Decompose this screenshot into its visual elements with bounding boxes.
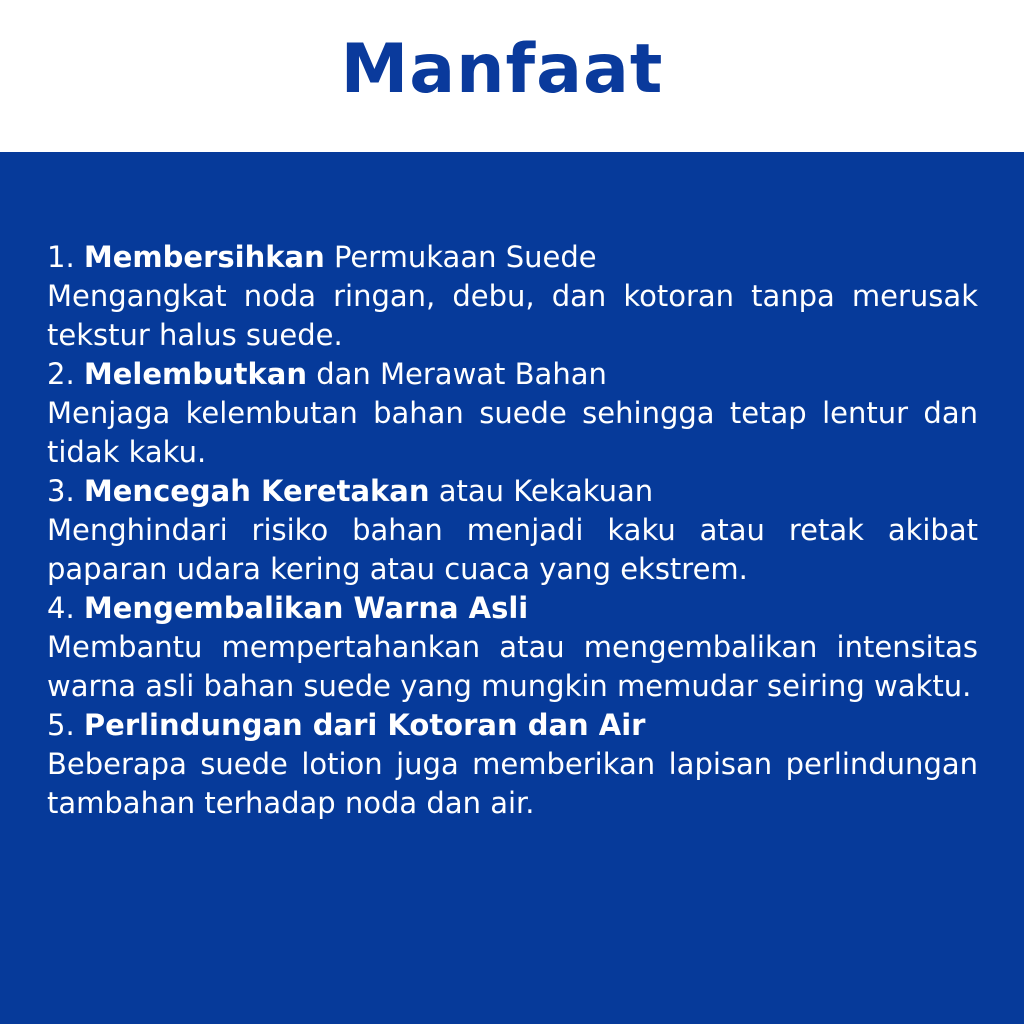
benefit-4-number: 4. — [47, 591, 75, 625]
benefit-1-bold: Membersihkan — [83, 240, 325, 274]
benefit-1-heading — [47, 238, 978, 277]
benefit-3-number: 3. — [47, 474, 75, 508]
benefit-5-bold: Perlindungan dari Kotoran dan Air — [83, 708, 646, 742]
benefit-1-number: 1. — [47, 240, 75, 274]
benefit-3-bold: Mencegah Keretakan — [83, 474, 430, 508]
benefit-2-bold: Melembutkan — [83, 357, 308, 391]
benefits-list — [47, 238, 978, 823]
benefit-2-description: Menjaga kelembutan bahan suede sehingga tetap lentur dan tidak kaku. — [47, 396, 978, 469]
benefit-4-description: Membantu mempertahankan atau mengembalikan intensitas warna asli bahan suede yang mungkin memudar seiring waktu. — [47, 630, 978, 703]
benefits-panel — [0, 152, 1024, 1024]
benefit-1-rest: Permukaan Suede — [333, 240, 597, 274]
benefit-2-rest: dan Merawat Bahan — [316, 357, 607, 391]
header — [0, 0, 1024, 152]
benefit-5-description: Beberapa suede lotion juga memberikan lapisan perlindungan tambahan terhadap noda dan air. — [47, 747, 978, 820]
page-title: Manfaat — [340, 30, 664, 109]
benefit-3-rest: atau Kekakuan — [438, 474, 654, 508]
benefit-4-bold: Mengembalikan Warna Asli — [83, 591, 529, 625]
benefit-1-description: Mengangkat noda ringan, debu, dan kotoran tanpa merusak tekstur halus suede. — [47, 279, 978, 352]
benefit-3-description: Menghindari risiko bahan menjadi kaku atau retak akibat paparan udara kering atau cuaca yang ekstrem. — [47, 513, 978, 586]
benefit-4-heading — [47, 589, 978, 628]
benefit-5-heading — [47, 706, 978, 745]
benefit-5-number: 5. — [47, 708, 75, 742]
benefit-3-heading — [47, 472, 978, 511]
benefit-2-heading — [47, 355, 978, 394]
benefit-2-number: 2. — [47, 357, 75, 391]
